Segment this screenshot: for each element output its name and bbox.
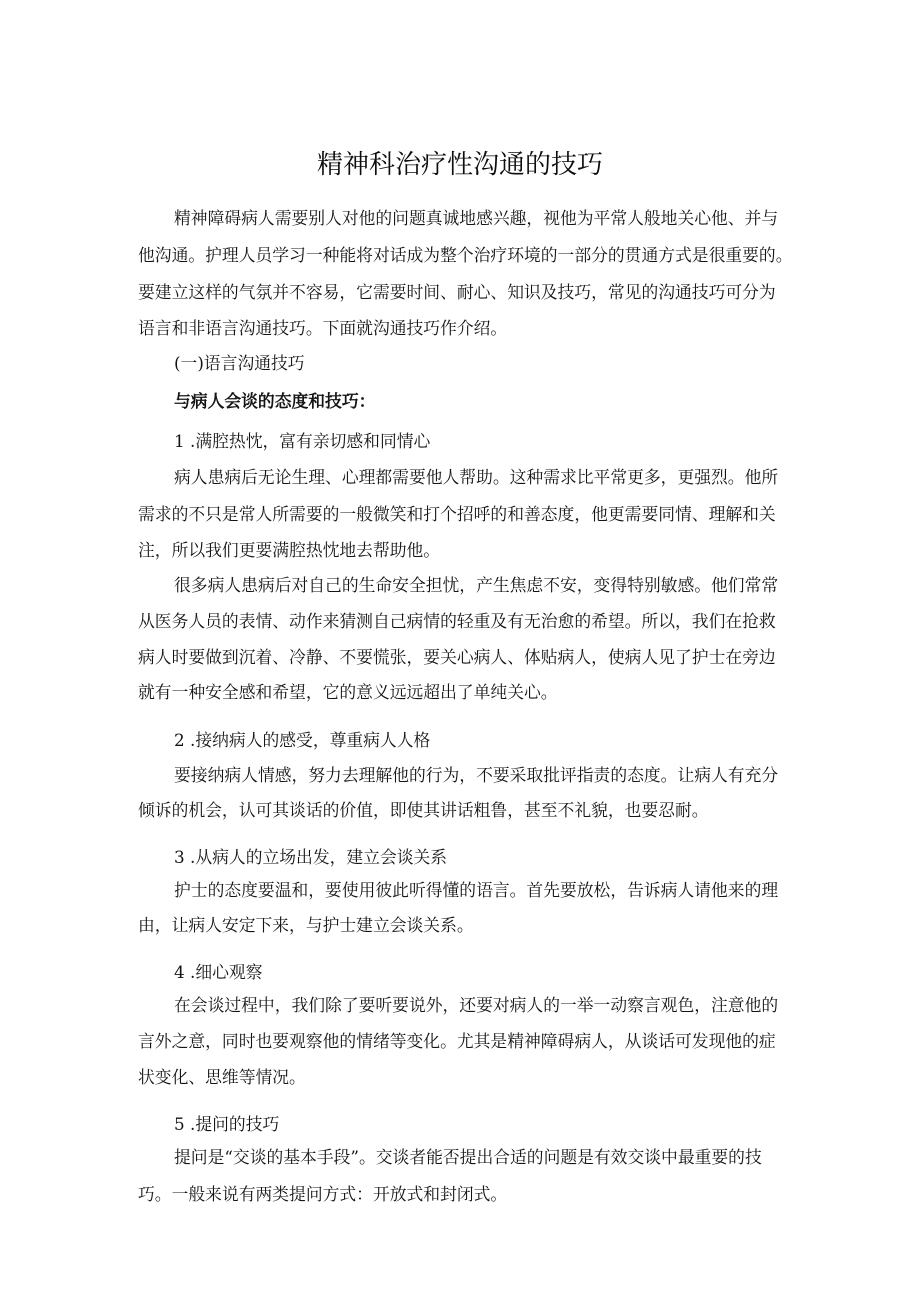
page-title: 精神科治疗性沟通的技巧 xyxy=(316,150,603,180)
intro-line: 精神障碍病人需要别人对他的问题真诚地感兴趣，视他为平常人般地关心他、并与 xyxy=(174,208,779,228)
body-line: 要接纳病人情感，努力去理解他的行为，不要采取批评指责的态度。让病人有充分 xyxy=(174,765,779,785)
intro-line: 语言和非语言沟通技巧。下面就沟通技巧作介绍。 xyxy=(138,318,508,338)
body-line: 就有一种安全感和希望，它的意义远远超出了单纯关心。 xyxy=(138,682,558,702)
body-line: 病人时要做到沉着、冷静、不要慌张，要关心病人、体贴病人，使病人见了护士在旁边 xyxy=(138,647,776,667)
body-line: 从医务人员的表情、动作来猜测自己病情的轻重及有无治愈的希望。所以，我们在抢救 xyxy=(138,611,776,631)
section-heading: (一)语言沟通技巧 xyxy=(174,353,305,373)
body-line: 需求的不只是常人所需要的一般微笑和打个招呼的和善态度，他更需要同情、理解和关 xyxy=(138,504,776,524)
body-line: 在会谈过程中，我们除了要听要说外，还要对病人的一举一动察言观色，注意他的 xyxy=(174,995,779,1015)
body-line: 病人患病后无论生理、心理都需要他人帮助。这种需求比平常更多，更强烈。他所 xyxy=(174,467,779,487)
intro-line: 要建立这样的气氛并不容易，它需要时间、耐心、知识及技巧，常见的沟通技巧可分为 xyxy=(138,282,776,302)
body-line: 倾诉的机会，认可其谈话的价值，即使其讲话粗鲁，甚至不礼貌，也要忍耐。 xyxy=(138,800,709,820)
body-line: 注，所以我们更要满腔热忱地去帮助他。 xyxy=(138,540,441,560)
body-line: 很多病人患病后对自己的生命安全担忧，产生焦虑不安，变得特别敏感。他们常常 xyxy=(174,575,779,595)
item-heading: 2 .接纳病人的感受，尊重病人人格 xyxy=(174,730,431,750)
item-heading: 4 .细心观察 xyxy=(174,962,263,982)
body-line: 护士的态度要温和，要使用彼此听得懂的语言。首先要放松，告诉病人请他来的理 xyxy=(174,880,779,900)
item-heading: 5 .提问的技巧 xyxy=(174,1114,280,1134)
item-heading: 3 .从病人的立场出发，建立会谈关系 xyxy=(174,847,448,867)
item-heading: 1 .满腔热忱，富有亲切感和同情心 xyxy=(174,431,431,451)
intro-line: 他沟通。护理人员学习一种能将对话成为整个治疗环境的一部分的贯通方式是很重要的。 xyxy=(138,245,793,265)
body-line: 提问是“交谈的基本手段”。交谈者能否提出合适的问题是有效交谈中最重要的技 xyxy=(174,1147,762,1167)
body-line: 状变化、思维等情况。 xyxy=(138,1067,306,1087)
body-line: 巧。一般来说有两类提问方式：开放式和封闭式。 xyxy=(138,1184,508,1204)
body-line: 由，让病人安定下来，与护士建立会谈关系。 xyxy=(138,915,474,935)
body-line: 言外之意，同时也要观察他的情绪等变化。尤其是精神障碍病人，从谈话可发现他的症 xyxy=(138,1031,776,1051)
subheading: 与病人会谈的态度和技巧： xyxy=(174,391,376,411)
